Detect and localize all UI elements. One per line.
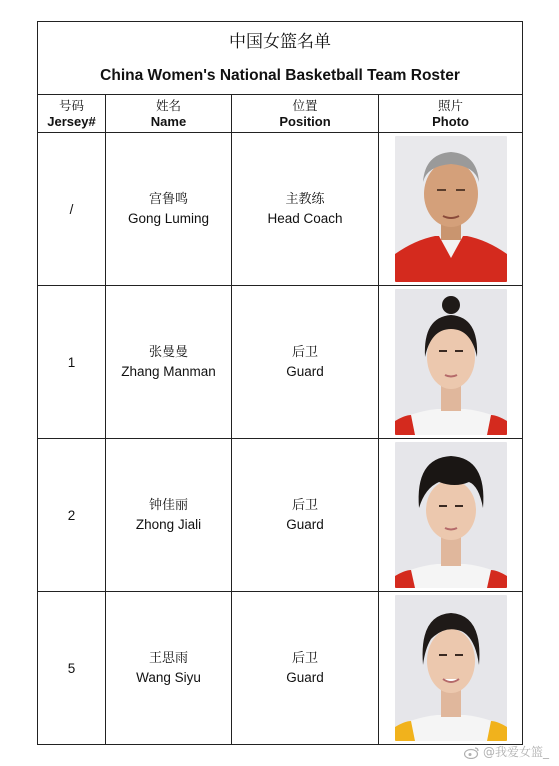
name-en: Zhong Jiali (135, 517, 202, 532)
jersey-number: 5 (38, 592, 106, 745)
name-en: Wang Siyu (136, 670, 201, 685)
player-position (232, 439, 379, 592)
header-name-cn: 姓名 (155, 97, 181, 113)
weibo-watermark (464, 743, 549, 760)
photo-cell (379, 439, 523, 592)
name-en: Zhang Manman (121, 364, 216, 379)
jersey-number: 2 (38, 439, 106, 592)
watermark-text: @我爱女篮_ (482, 745, 549, 759)
title-chinese: 中国女篮名单 (229, 31, 331, 52)
title-cell (38, 22, 523, 95)
name-cn: 钟佳丽 (148, 498, 188, 513)
coach-photo (395, 136, 507, 282)
table-row (38, 286, 523, 439)
player-position (232, 286, 379, 439)
photo-cell (379, 592, 523, 745)
header-photo (379, 95, 523, 133)
name-cn: 宫鲁鸣 (148, 192, 188, 207)
jersey-number: / (38, 133, 106, 286)
table-row (38, 592, 523, 745)
header-photo-cn: 照片 (438, 97, 464, 113)
header-jersey-en: Jersey# (47, 113, 96, 129)
player-photo (395, 289, 507, 435)
player-photo (395, 595, 507, 741)
photo-cell (379, 286, 523, 439)
header-position-cn: 位置 (292, 97, 318, 113)
position-en: Head Coach (267, 211, 343, 226)
title-english: China Women's National Basketball Team Roster (100, 66, 460, 84)
header-jersey (38, 95, 106, 133)
player-position (232, 133, 379, 286)
player-name (106, 133, 232, 286)
table-row (38, 133, 523, 286)
player-photo (395, 442, 507, 588)
header-jersey-cn: 号码 (58, 97, 84, 113)
weibo-logo-icon (464, 746, 480, 759)
position-cn: 后卫 (291, 345, 318, 360)
header-position-en: Position (279, 113, 331, 129)
table-row (38, 439, 523, 592)
jersey-number: 1 (38, 286, 106, 439)
player-name (106, 286, 232, 439)
header-name-en: Name (150, 113, 187, 129)
position-en: Guard (286, 364, 324, 379)
name-cn: 王思雨 (148, 651, 188, 666)
header-photo-en: Photo (432, 113, 469, 129)
name-en: Gong Luming (127, 211, 210, 226)
player-name (106, 592, 232, 745)
position-en: Guard (286, 670, 324, 685)
position-cn: 主教练 (285, 192, 325, 207)
name-cn: 张曼曼 (148, 345, 188, 360)
player-position (232, 592, 379, 745)
position-en: Guard (286, 517, 324, 532)
player-name (106, 439, 232, 592)
header-name (106, 95, 232, 133)
photo-cell (379, 133, 523, 286)
position-cn: 后卫 (291, 651, 318, 666)
roster-table (37, 21, 523, 745)
header-position (232, 95, 379, 133)
position-cn: 后卫 (291, 498, 318, 513)
